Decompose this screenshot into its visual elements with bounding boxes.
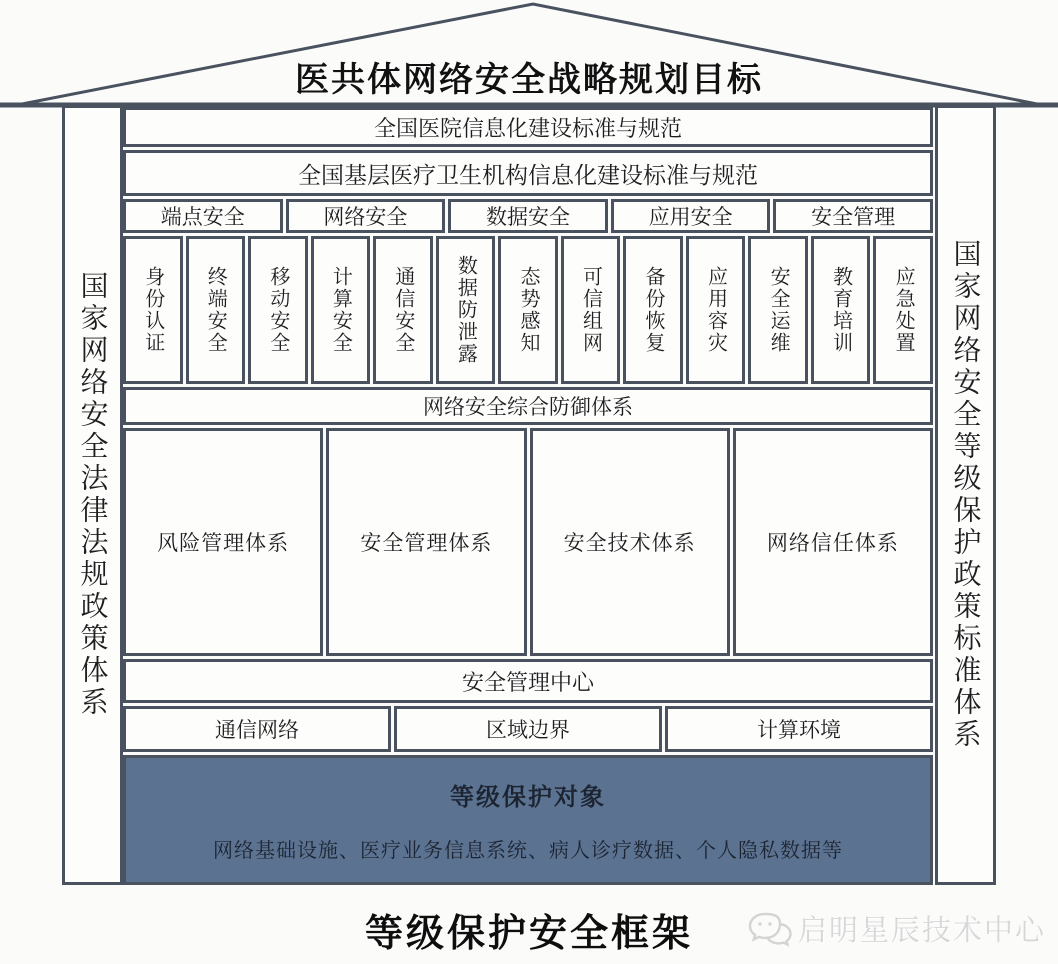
control-data-leak-prevention: 数据防泄露 <box>436 236 496 384</box>
control-identity-auth: 身份认证 <box>123 236 183 384</box>
category-network: 网络安全 <box>286 199 446 233</box>
pillar-left-laws <box>62 105 123 885</box>
security-category-row <box>123 199 933 233</box>
category-management: 安全管理 <box>773 199 933 233</box>
security-management-center: 安全管理中心 <box>123 659 933 703</box>
standard-row-hospital: 全国医院信息化建设标准与规范 <box>123 107 933 147</box>
control-trusted-networking: 可信组网 <box>561 236 621 384</box>
category-endpoint: 端点安全 <box>123 199 283 233</box>
control-situation-awareness: 态势感知 <box>498 236 558 384</box>
system-network-trust: 网络信任体系 <box>733 428 933 656</box>
env-regional-boundary: 区域边界 <box>394 706 662 752</box>
control-computing-security: 计算安全 <box>311 236 371 384</box>
diagram-caption: 等级保护安全框架 <box>364 913 693 955</box>
environment-row <box>123 706 933 752</box>
roof-title: 医共体网络安全战略规划目标 <box>295 61 763 99</box>
watermark <box>748 908 1046 949</box>
protected-objects-items: 网络基础设施、医疗业务信息系统、病人诊疗数据、个人隐私数据等 <box>213 840 843 862</box>
system-security-management: 安全管理体系 <box>326 428 526 656</box>
security-control-row <box>123 236 933 384</box>
pillar-right-standards <box>935 105 996 885</box>
defense-system-header: 网络安全综合防御体系 <box>123 387 933 425</box>
category-application: 应用安全 <box>611 199 771 233</box>
system-row <box>123 428 933 656</box>
system-risk-management: 风险管理体系 <box>123 428 323 656</box>
control-terminal-security: 终端安全 <box>186 236 246 384</box>
protected-objects-block <box>123 755 933 885</box>
house-body <box>123 107 933 885</box>
control-mobile-security: 移动安全 <box>248 236 308 384</box>
protected-objects-title: 等级保护对象 <box>450 784 606 811</box>
control-security-operations: 安全运维 <box>748 236 808 384</box>
control-emergency-response: 应急处置 <box>873 236 933 384</box>
control-communication-security: 通信安全 <box>373 236 433 384</box>
category-data: 数据安全 <box>448 199 608 233</box>
env-communication-network: 通信网络 <box>123 706 391 752</box>
system-security-technology: 安全技术体系 <box>530 428 730 656</box>
env-computing-environment: 计算环境 <box>665 706 933 752</box>
pillar-right-label: 国家网络安全等级保护政策标准体系 <box>950 239 982 751</box>
control-backup-recovery: 备份恢复 <box>623 236 683 384</box>
watermark-text: 启明星辰技术中心 <box>797 915 1046 947</box>
pillar-left-label: 国家网络安全法律法规政策体系 <box>77 271 109 719</box>
control-education-training: 教育培训 <box>811 236 871 384</box>
standard-row-grassroots: 全国基层医疗卫生机构信息化建设标准与规范 <box>123 150 933 196</box>
control-app-disaster-tolerance: 应用容灾 <box>686 236 746 384</box>
chat-bubbles-icon <box>748 910 792 948</box>
